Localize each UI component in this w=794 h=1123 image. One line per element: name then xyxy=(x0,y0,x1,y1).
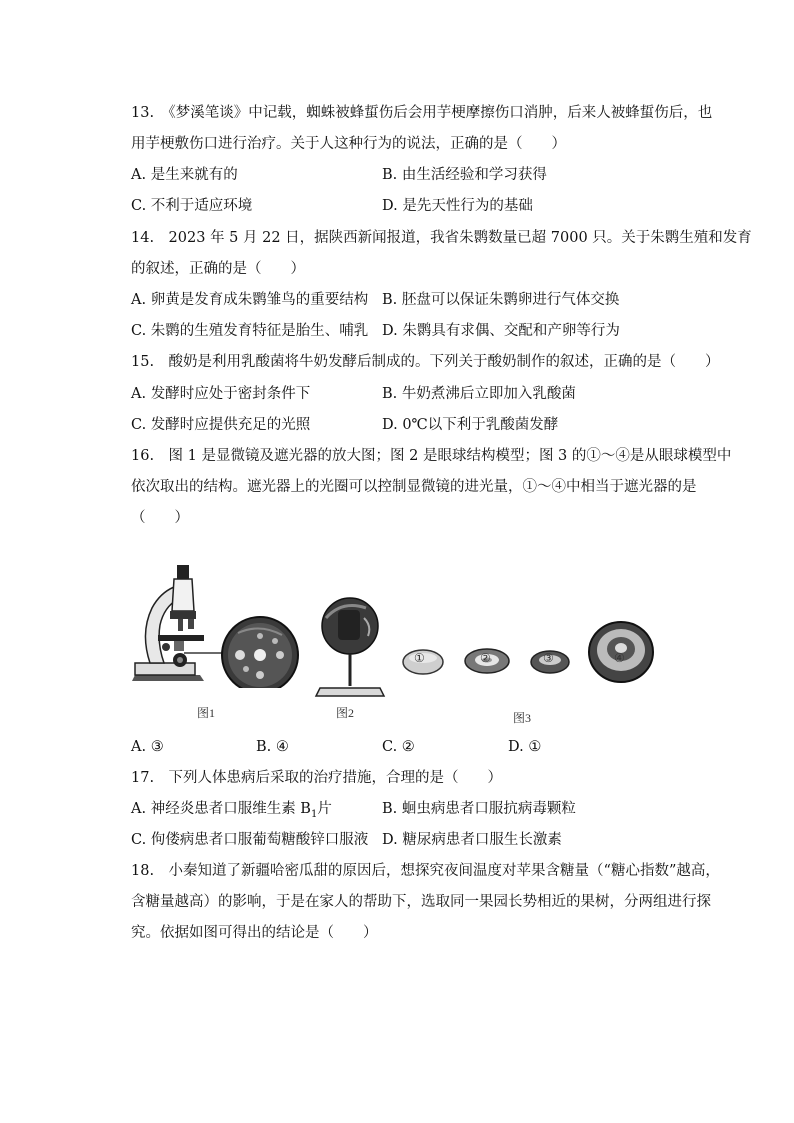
q17-stem-line1: 17. 下列人体患病后采取的治疗措施，合理的是（ ） xyxy=(131,770,503,786)
q14-option-d[interactable]: D. 朱鹮具有求偶、交配和产卵等行为 xyxy=(382,323,620,339)
eyeball-model-figure xyxy=(312,596,387,700)
q17-option-a-subscript: 1 xyxy=(310,808,318,820)
light-shield-icon xyxy=(222,617,298,688)
label-structure-4: ④ xyxy=(614,651,625,665)
q18-stem-line3: 究。依据如图可得出的结论是（ ） xyxy=(131,925,378,941)
q16-option-c[interactable]: C. ② xyxy=(382,739,415,755)
q17-option-b[interactable]: B. 蛔虫病患者口服抗病毒颗粒 xyxy=(382,801,576,817)
q16-option-a[interactable]: A. ③ xyxy=(131,739,164,755)
q18-stem-line1: 18. 小秦知道了新疆哈密瓜甜的原因后，想探究夜间温度对苹果含糖量（“糖心指数”越高， xyxy=(131,863,720,879)
q14-option-a[interactable]: A. 卵黄是发育成朱鹮雏鸟的重要结构 xyxy=(131,292,369,308)
eyeball-model-icon xyxy=(316,598,384,696)
q17-option-a[interactable] xyxy=(131,799,332,825)
q15-option-d[interactable]: D. 0℃以下利于乳酸菌发酵 xyxy=(382,417,559,433)
microscope-icon xyxy=(132,565,204,681)
q18-stem-line2: 含糖量越高）的影响，于是在家人的帮助下，选取同一果园长势相近的果树，分两组进行探 xyxy=(131,894,711,910)
q14-option-b[interactable]: B. 胚盘可以保证朱鹮卵进行气体交换 xyxy=(382,292,620,308)
q13-option-b[interactable]: B. 由生活经验和学习获得 xyxy=(382,167,547,183)
q16-option-b[interactable]: B. ④ xyxy=(256,739,289,755)
q13-stem-line2: 用芋梗敷伤口进行治疗。关于人这种行为的说法，正确的是（ ） xyxy=(131,136,566,152)
q16-stem-line1: 16. 图 1 是显微镜及遮光器的放大图；图 2 是眼球结构模型；图 3 的①～④是从眼球模型中 xyxy=(131,448,732,464)
q15-option-a[interactable]: A. 发酵时应处于密封条件下 xyxy=(131,386,311,402)
q14-stem-line2: 的叙述，正确的是（ ） xyxy=(131,261,305,277)
q13-option-a[interactable]: A. 是生来就有的 xyxy=(131,167,238,183)
microscope-figure xyxy=(130,563,305,688)
q14-option-c[interactable]: C. 朱鹮的生殖发育特征是胎生、哺乳 xyxy=(131,323,369,339)
q17-option-a-suffix: 片 xyxy=(317,801,332,817)
figure-1-caption: 图1 xyxy=(197,706,216,720)
label-structure-2: ② xyxy=(480,651,491,665)
figure-2-caption: 图2 xyxy=(336,706,355,720)
q16-stem-line2: 依次取出的结构。遮光器上的光圈可以控制显微镜的进光量，①～④中相当于遮光器的是 xyxy=(131,479,697,495)
q13-option-c[interactable]: C. 不利于适应环境 xyxy=(131,198,253,214)
label-structure-3: ③ xyxy=(543,651,554,665)
q16-option-d[interactable]: D. ① xyxy=(508,739,542,755)
q15-stem-line1: 15. 酸奶是利用乳酸菌将牛奶发酵后制成的。下列关于酸奶制作的叙述，正确的是（ ） xyxy=(131,354,720,370)
q14-stem-line1: 14. 2023 年 5 月 22 日，据陕西新闻报道，我省朱鹮数量已超 7000 只。关于朱鹮生殖和发育 xyxy=(131,230,752,246)
q15-option-b[interactable]: B. 牛奶煮沸后立即加入乳酸菌 xyxy=(382,386,576,402)
q16-stem-line3: （ ） xyxy=(131,510,189,526)
q17-option-d[interactable]: D. 糖尿病患者口服生长激素 xyxy=(382,832,562,848)
q15-option-c[interactable]: C. 发酵时应提供充足的光照 xyxy=(131,417,311,433)
q13-option-d[interactable]: D. 是先天性行为的基础 xyxy=(382,198,533,214)
label-structure-1: ① xyxy=(414,651,425,665)
figure-3-caption: 图3 xyxy=(513,711,532,725)
q17-option-c[interactable]: C. 佝偻病患者口服葡萄糖酸锌口服液 xyxy=(131,832,369,848)
q17-option-a-text: A. 神经炎患者口服维生素 B xyxy=(131,801,311,817)
q13-stem-line1: 13. 《梦溪笔谈》中记载，蜘蛛被蜂蜇伤后会用芋梗摩擦伤口消肿，后来人被蜂蜇伤后，也 xyxy=(131,105,713,121)
